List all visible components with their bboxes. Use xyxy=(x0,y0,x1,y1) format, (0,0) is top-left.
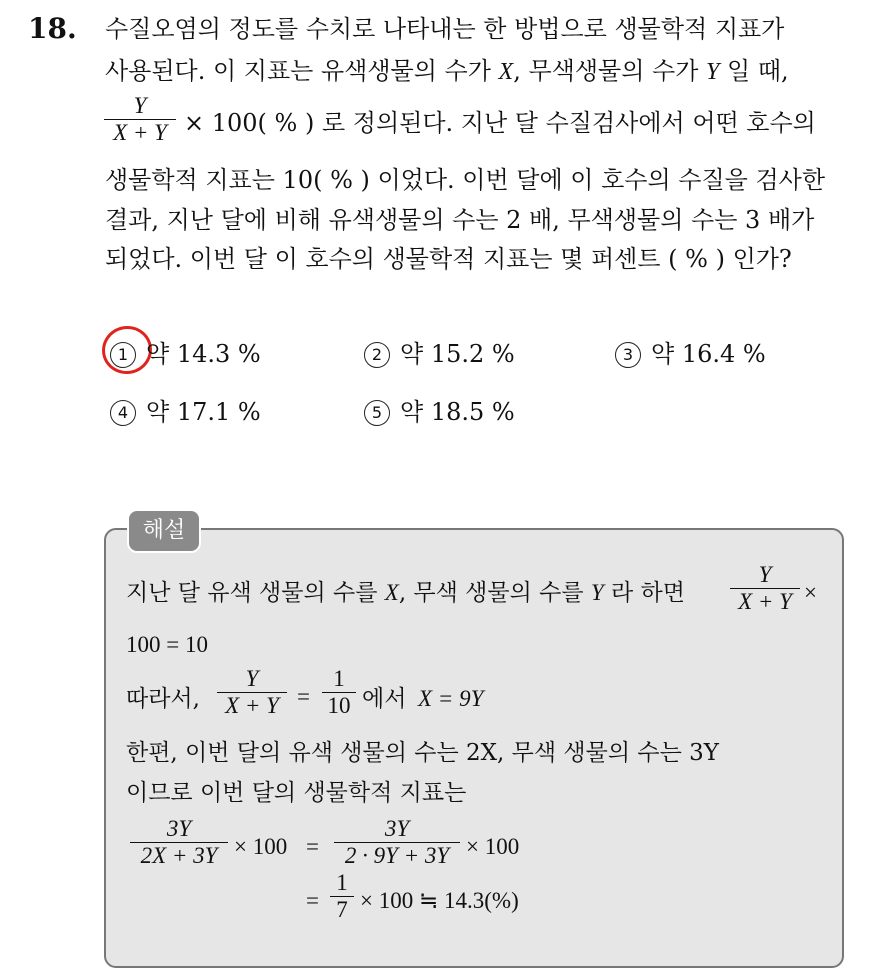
equals-sign-2: = xyxy=(306,834,319,859)
solution-line-1: 지난 달 유색 생물의 수를 X, 무색 생물의 수를 Y 라 하면 xyxy=(126,580,685,606)
solution-line-2: 100 = 10 xyxy=(126,632,208,657)
solution-tag: 해설 xyxy=(127,509,201,553)
question-line-4: 생물학적 지표는 10( % ) 이었다. 이번 달에 이 호수의 수질을 검사한 xyxy=(105,166,826,194)
choice-5[interactable]: 5 약 18.5 % xyxy=(364,392,515,427)
question-line-3: × 100( % ) 로 정의된다. 지난 달 수질검사에서 어떤 호수의 xyxy=(184,109,816,137)
solution-line-4: 한편, 이번 달의 유색 생물의 수는 2X, 무색 생물의 수는 3Y xyxy=(126,740,719,766)
choice-2[interactable]: 2 약 15.2 % xyxy=(364,334,515,369)
choice-3[interactable]: 3 약 16.4 % xyxy=(615,334,766,369)
question-number: 18. xyxy=(28,12,77,45)
x-equals-9y: X = 9Y xyxy=(418,686,484,711)
solution-line-5: 이므로 이번 달의 생물학적 지표는 xyxy=(126,780,467,806)
one-tenth-fraction: 1 10 xyxy=(322,666,356,719)
question-line-2: 사용된다. 이 지표는 유색생물의 수가 X, 무색생물의 수가 Y 일 때, xyxy=(105,57,789,85)
question-line-1: 수질오염의 정도를 수치로 나타내는 한 방법으로 생물학적 지표가 xyxy=(105,15,785,43)
question-line-6: 되었다. 이번 달 이 호수의 생물학적 지표는 몇 퍼센트 ( % ) 인가? xyxy=(105,245,792,273)
choice-4[interactable]: 4 약 17.1 % xyxy=(110,392,261,427)
solution-from: 에서 xyxy=(362,686,407,712)
solution-fraction-2: Y X + Y xyxy=(217,666,287,719)
final-result: × 100 ≒ 14.3(%) xyxy=(360,888,519,913)
solution-therefore: 따라서, xyxy=(126,686,200,712)
index-fraction: Y X + Y xyxy=(104,93,176,146)
solution-fraction-3: 3Y 2X + 3Y xyxy=(130,816,228,869)
times-100-a: × 100 xyxy=(234,834,288,859)
one-seventh-fraction: 1 7 xyxy=(330,870,354,923)
choice-1[interactable]: 1 약 14.3 % xyxy=(110,334,261,369)
question-line-5: 결과, 지난 달에 비해 유색생물의 수는 2 배, 무색생물의 수는 3 배가 xyxy=(105,206,815,234)
solution-fraction-4: 3Y 2 · 9Y + 3Y xyxy=(334,816,460,869)
equals-sign-3: = xyxy=(306,888,319,913)
equals-sign: = xyxy=(297,684,310,709)
times-sign: × xyxy=(804,580,817,605)
times-100-b: × 100 xyxy=(466,834,520,859)
solution-fraction-1: Y X + Y xyxy=(730,562,800,615)
